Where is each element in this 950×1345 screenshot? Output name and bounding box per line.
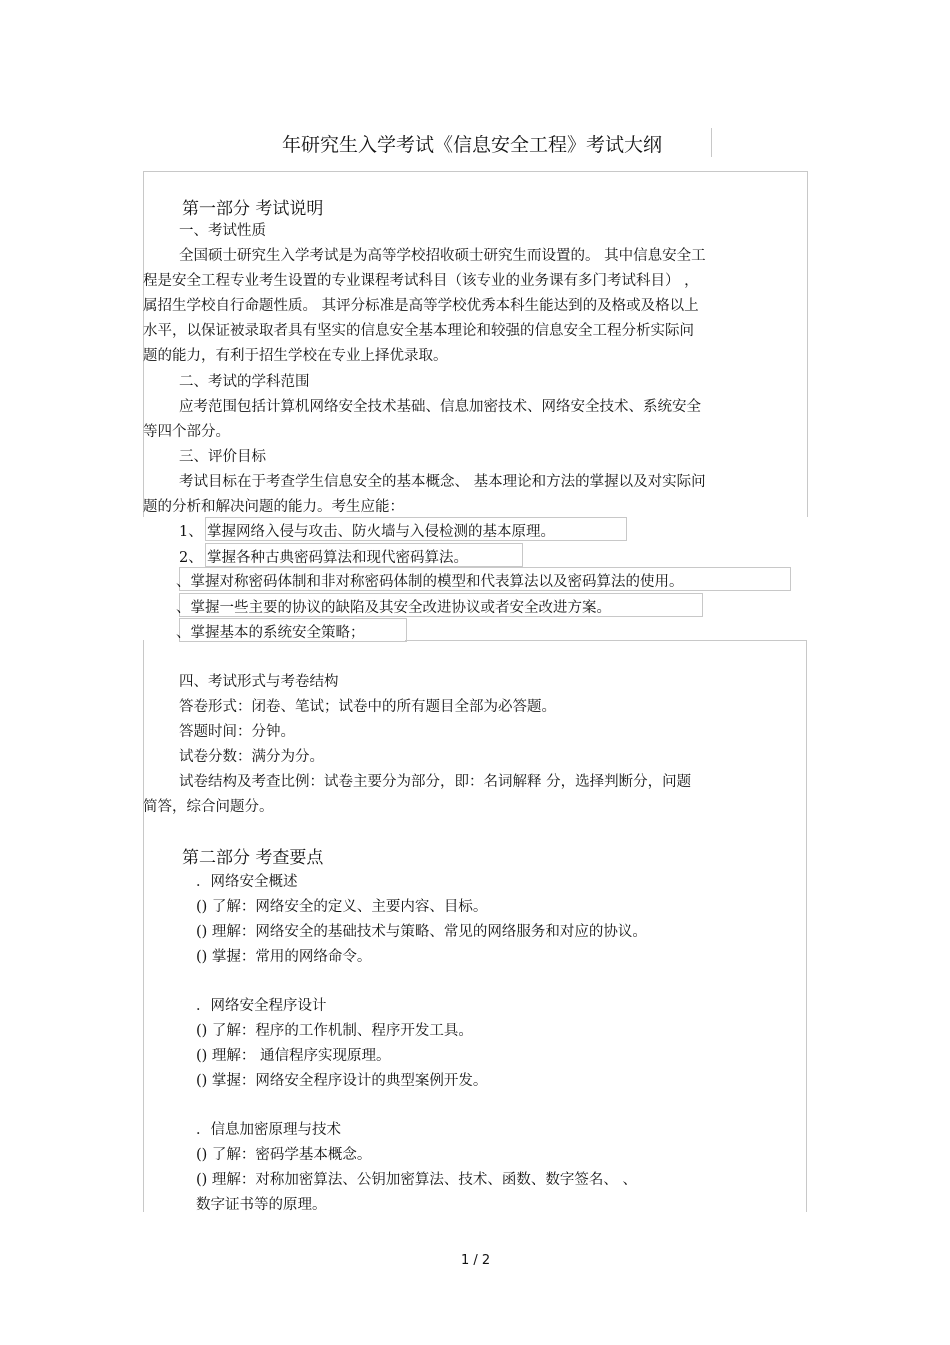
p2-sec1-item-2: () 理解：网络安全的基础技术与策略、常见的网络服务和对应的协议。 <box>196 924 647 940</box>
sec4-line-5: 简答，综合问题分。 <box>143 799 274 815</box>
p2-sec2-item-3: () 掌握：网络安全程序设计的典型案例开发。 <box>196 1073 488 1089</box>
goal-1-text: 掌握网络入侵与攻击、防火墙与入侵检测的基本原理。 <box>207 524 555 540</box>
sec1-line-5: 题的能力，有利于招生学校在专业上择优录取。 <box>143 348 448 364</box>
p2-sec3-item-1: () 了解：密码学基本概念。 <box>196 1147 372 1163</box>
title-divider <box>711 128 712 157</box>
goal-3-text: 、掌握对称密码体制和非对称密码体制的模型和代表算法以及密码算法的使用。 <box>176 574 684 590</box>
goal-2-text: 掌握各种古典密码算法和现代密码算法。 <box>207 550 468 566</box>
p2-sec1-title: ．网络安全概述 <box>196 874 298 890</box>
goal-5-text: 、掌握基本的系统安全策略； <box>176 625 365 641</box>
sec4-line-4: 试卷结构及考查比例：试卷主要分为部分，即：名词解释 分，选择判断分，问题 <box>179 774 692 790</box>
document-title: 年研究生入学考试《信息安全工程》考试大纲 <box>282 134 663 156</box>
part2-heading: 第二部分 考查要点 <box>182 848 324 868</box>
sec1-line-4: 水平，以保证被录取者具有坚实的信息安全基本理论和较强的信息安全工程分析实际问 <box>143 323 694 339</box>
sec2-line-2: 等四个部分。 <box>143 424 230 440</box>
goal-2-num: 2、 <box>179 550 203 566</box>
p2-sec1-item-3: () 掌握：常用的网络命令。 <box>196 949 372 965</box>
sec4-line-3: 试卷分数：满分为分。 <box>179 749 324 765</box>
goal-4-text: 、掌握一些主要的协议的缺陷及其安全改进协议或者安全改进方案。 <box>176 600 611 616</box>
sec1-heading: 一、考试性质 <box>179 223 266 239</box>
p2-sec2-item-1: () 了解：程序的工作机制、程序开发工具。 <box>196 1023 473 1039</box>
sec4-heading: 四、考试形式与考卷结构 <box>179 674 339 690</box>
sec1-line-1: 全国硕士研究生入学考试是为高等学校招收硕士研究生而设置的。 其中信息安全工 <box>179 248 706 264</box>
sec3-line-2: 题的分析和解决问题的能力。考生应能： <box>143 499 404 515</box>
section-frame-top-edge <box>405 640 806 641</box>
sec2-line-1: 应考范围包括计算机网络安全技术基础、信息加密技术、网络安全技术、系统安全 <box>179 399 701 415</box>
sec3-heading: 三、评价目标 <box>179 449 266 465</box>
goal-1-num: 1、 <box>179 524 203 540</box>
sec1-line-2: 程是安全工程专业考生设置的专业课程考试科目（该专业的业务课有多门考试科目） ， <box>143 273 699 289</box>
p2-sec3-item-3: 数字证书等的原理。 <box>196 1197 327 1213</box>
sec2-heading: 二、考试的学科范围 <box>179 374 310 390</box>
sec4-line-1: 答卷形式：闭卷、笔试；试卷中的所有题目全部为必答题。 <box>179 699 556 715</box>
section-frame-right <box>806 640 807 1212</box>
p2-sec1-item-1: () 了解：网络安全的定义、主要内容、目标。 <box>196 899 488 915</box>
section-frame-left <box>143 640 144 1212</box>
page-number: 1 / 2 <box>461 1253 491 1268</box>
part1-heading: 第一部分 考试说明 <box>182 199 324 219</box>
p2-sec2-title: ．网络安全程序设计 <box>196 998 327 1014</box>
sec4-line-2: 答题时间：分钟。 <box>179 724 295 740</box>
p2-sec3-title: ．信息加密原理与技术 <box>196 1122 341 1138</box>
p2-sec2-item-2: () 理解： 通信程序实现原理。 <box>196 1048 391 1064</box>
sec3-line-1: 考试目标在于考查学生信息安全的基本概念、 基本理论和方法的掌握以及对实际问 <box>179 474 706 490</box>
p2-sec3-item-2: () 理解：对称加密算法、公钥加密算法、技术、函数、数字签名、 、 <box>196 1172 638 1188</box>
sec1-line-3: 属招生学校自行命题性质。 其评分标准是高等学校优秀本科生能达到的及格或及格以上 <box>143 298 699 314</box>
